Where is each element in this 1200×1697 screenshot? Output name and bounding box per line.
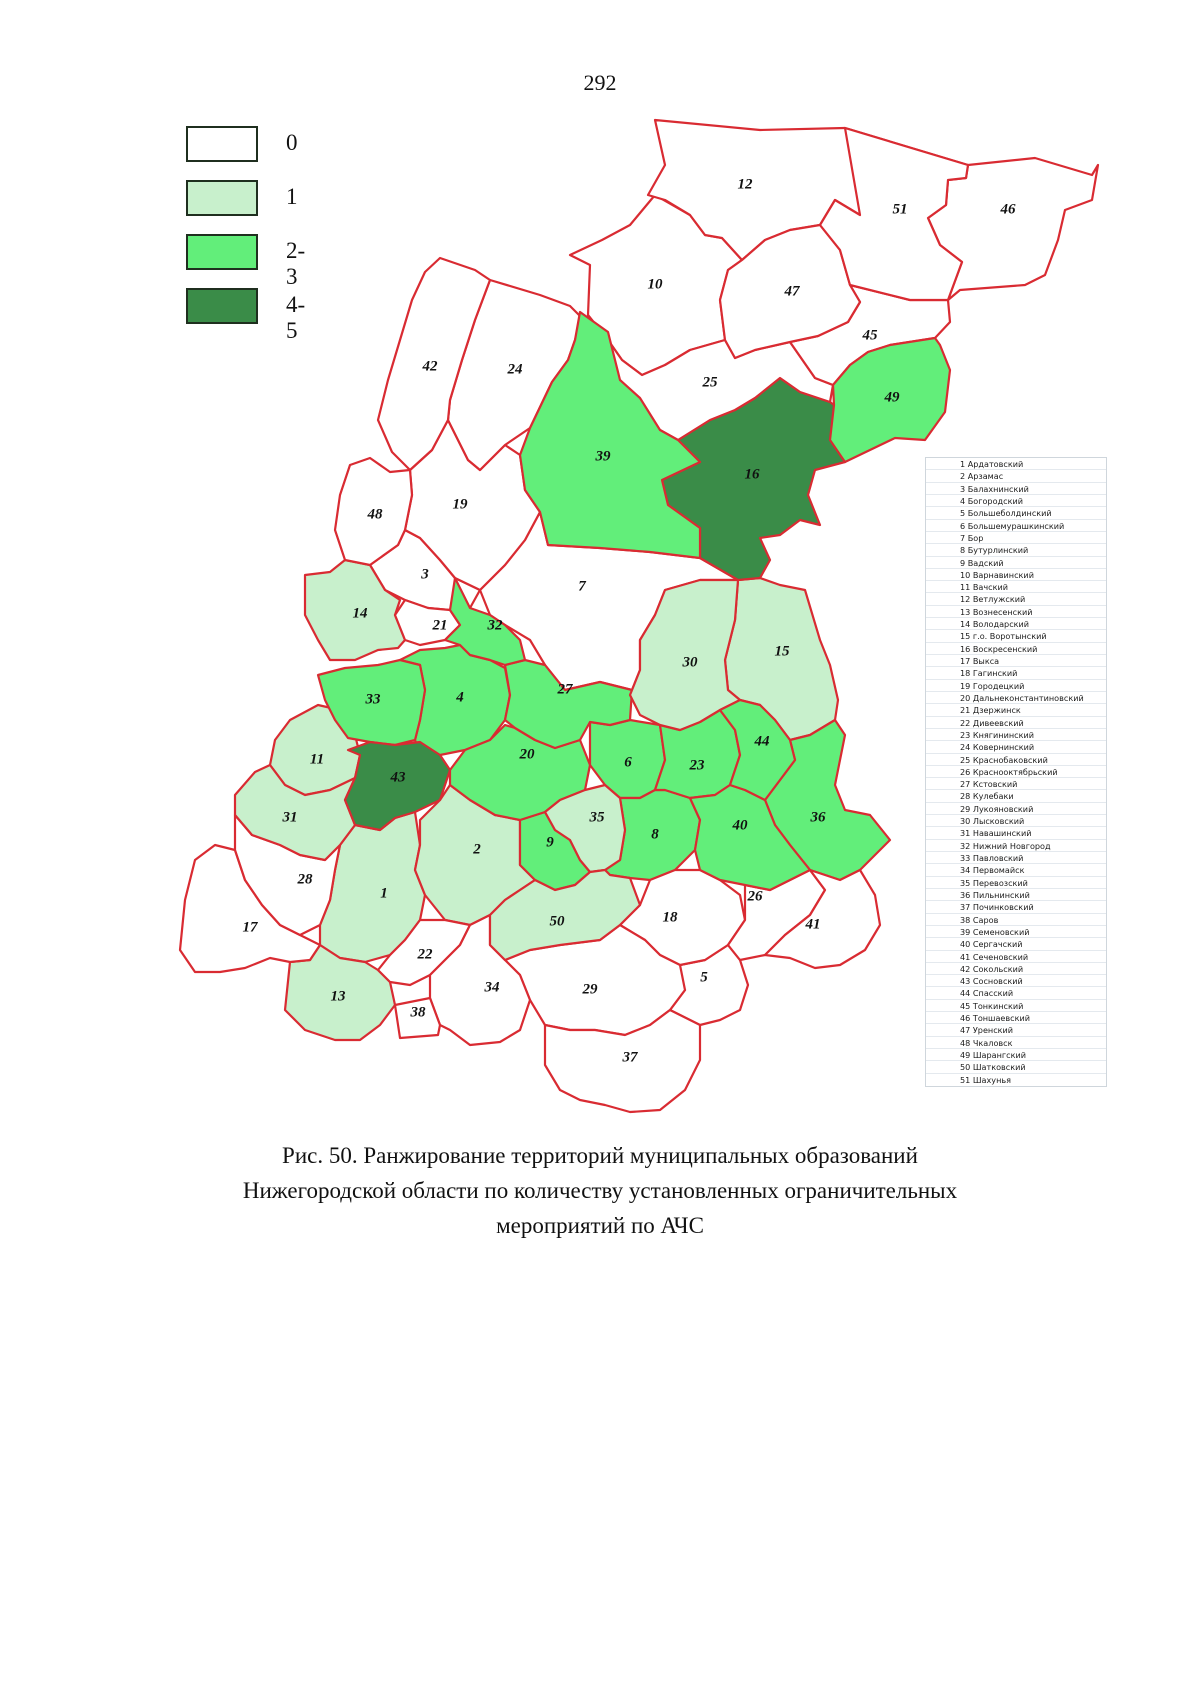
district-list-item: 2 Арзамас (926, 470, 1106, 482)
legend-label: 1 (286, 184, 298, 209)
region-label: 28 (297, 871, 313, 888)
district-list-item: 1 Ардатовский (926, 458, 1106, 470)
region-label: 45 (862, 327, 878, 344)
legend-label: 0 (286, 130, 298, 155)
region-label: 14 (352, 605, 368, 622)
district-list-item: 17 Выкса (926, 655, 1106, 667)
district-list-item: 48 Чкаловск (926, 1037, 1106, 1049)
region-label: 46 (1000, 201, 1016, 218)
district-list-item: 32 Нижний Новгород (926, 840, 1106, 852)
district-list-item: 30 Лысковский (926, 815, 1106, 827)
region-label: 1 (380, 885, 388, 902)
region-label: 6 (624, 754, 632, 771)
region-label: 29 (582, 981, 598, 998)
district-list-item: 27 Кстовский (926, 778, 1106, 790)
district-list-item: 40 Сергачский (926, 938, 1106, 950)
district-list-item: 7 Бор (926, 532, 1106, 544)
district-list-item: 25 Краснобаковский (926, 754, 1106, 766)
district-list-item: 20 Дальнеконстантиновский (926, 692, 1106, 704)
region-label: 2 (473, 841, 481, 858)
caption-line: Рис. 50. Ранжирование территорий муниципальных образований (282, 1143, 918, 1168)
region-label: 26 (747, 888, 763, 905)
region-label: 37 (622, 1049, 638, 1066)
district-list-item: 18 Гагинский (926, 667, 1106, 679)
district-list-item: 35 Перевозский (926, 877, 1106, 889)
district-list-item: 23 Княгининский (926, 729, 1106, 741)
region-label: 42 (422, 358, 438, 375)
district-list (925, 457, 1107, 1087)
region-label: 18 (662, 909, 678, 926)
district-list-item: 12 Ветлужский (926, 593, 1106, 605)
district-list-item: 36 Пильнинский (926, 889, 1106, 901)
region-label: 38 (410, 1004, 426, 1021)
region-label: 40 (732, 817, 748, 834)
region-label: 22 (417, 946, 433, 963)
district-list-item: 37 Починковский (926, 901, 1106, 913)
district-list-item: 4 Богородский (926, 495, 1106, 507)
district-list-item: 6 Большемурашкинский (926, 520, 1106, 532)
region-label: 44 (754, 733, 770, 750)
district-list-item: 14 Володарский (926, 618, 1106, 630)
region-label: 20 (519, 746, 535, 763)
district-list-item: 26 Краснооктябрьский (926, 766, 1106, 778)
legend-label: 4-5 (286, 292, 306, 343)
legend-label: 2-3 (286, 238, 306, 289)
region-label: 13 (330, 988, 346, 1005)
region-label: 23 (689, 757, 705, 774)
district-list-item: 43 Сосновский (926, 975, 1106, 987)
district-list-item: 49 Шарангский (926, 1049, 1106, 1061)
district-list-item: 29 Лукояновский (926, 803, 1106, 815)
region-label: 35 (589, 809, 605, 826)
region-label: 17 (242, 919, 258, 936)
region-label: 34 (484, 979, 500, 996)
region-label: 5 (700, 969, 708, 986)
region-label: 3 (421, 566, 429, 583)
district-list-item: 51 Шахунья (960, 1074, 1011, 1085)
region-label: 7 (578, 578, 586, 595)
region-label: 48 (367, 506, 383, 523)
district-list-item: 28 Кулебаки (926, 790, 1106, 802)
region-label: 41 (805, 916, 821, 933)
region-label: 24 (507, 361, 523, 378)
region-label: 4 (456, 689, 464, 706)
region-label: 16 (744, 466, 760, 483)
district-list-item: 47 Уренский (926, 1024, 1106, 1036)
district-list-item: 5 Большеболдинский (926, 507, 1106, 519)
region-label: 19 (452, 496, 468, 513)
district-list-item: 44 Спасский (926, 987, 1106, 999)
caption-line: Нижегородской области по количеству установленных ограничительных (242, 1178, 958, 1203)
region-label: 36 (810, 809, 826, 826)
region-label: 31 (282, 809, 298, 826)
district-list-item: 8 Бутурлинский (926, 544, 1106, 556)
region-label: 32 (487, 617, 503, 634)
region-label: 27 (557, 681, 573, 698)
district-list-item: 42 Сокольский (926, 963, 1106, 975)
district-list-item: 31 Навашинский (926, 827, 1106, 839)
region-label: 49 (884, 389, 900, 406)
district-list-item: 45 Тонкинский (926, 1000, 1106, 1012)
district-list-item: 13 Вознесенский (926, 606, 1106, 618)
district-list-item: 11 Вачский (926, 581, 1106, 593)
district-list-item: 22 Дивеевский (926, 717, 1106, 729)
region-label: 10 (647, 276, 663, 293)
region-label: 8 (651, 826, 659, 843)
district-list-item: 50 Шатковский (926, 1061, 1106, 1073)
region-label: 39 (595, 448, 611, 465)
region-label: 51 (892, 201, 908, 218)
figure-caption (0, 1138, 1200, 1243)
district-list-item: 34 Первомайск (926, 864, 1106, 876)
page-number: 292 (583, 70, 617, 95)
region-label: 33 (365, 691, 381, 708)
district-list-item: 3 Балахнинский (926, 483, 1106, 495)
district-list-item: 21 Дзержинск (926, 704, 1106, 716)
region-label: 50 (549, 913, 565, 930)
region-label: 12 (737, 176, 753, 193)
district-list-item: 15 г.о. Воротынский (926, 630, 1106, 642)
district-list-item: 39 Семеновский (926, 926, 1106, 938)
region-label: 25 (702, 374, 718, 391)
region-label: 43 (390, 769, 406, 786)
district-list-item: 9 Вадский (926, 557, 1106, 569)
region-label: 15 (774, 643, 790, 660)
region-label: 11 (309, 751, 325, 768)
district-list-item: 46 Тоншаевский (926, 1012, 1106, 1024)
district-list-item: 38 Саров (926, 914, 1106, 926)
district-list-item: 33 Павловский (926, 852, 1106, 864)
region-label: 30 (682, 654, 698, 671)
district-list-item: 10 Варнавинский (926, 569, 1106, 581)
region-label: 9 (546, 834, 554, 851)
district-list-item: 19 Городецкий (926, 680, 1106, 692)
region-label: 47 (784, 283, 800, 300)
region-label: 21 (432, 617, 448, 634)
district-list-item: 41 Сеченовский (926, 951, 1106, 963)
district-list-item: 24 Ковернинский (926, 741, 1106, 753)
district-list-item: 16 Воскресенский (926, 643, 1106, 655)
caption-line: мероприятий по АЧС (496, 1213, 704, 1238)
